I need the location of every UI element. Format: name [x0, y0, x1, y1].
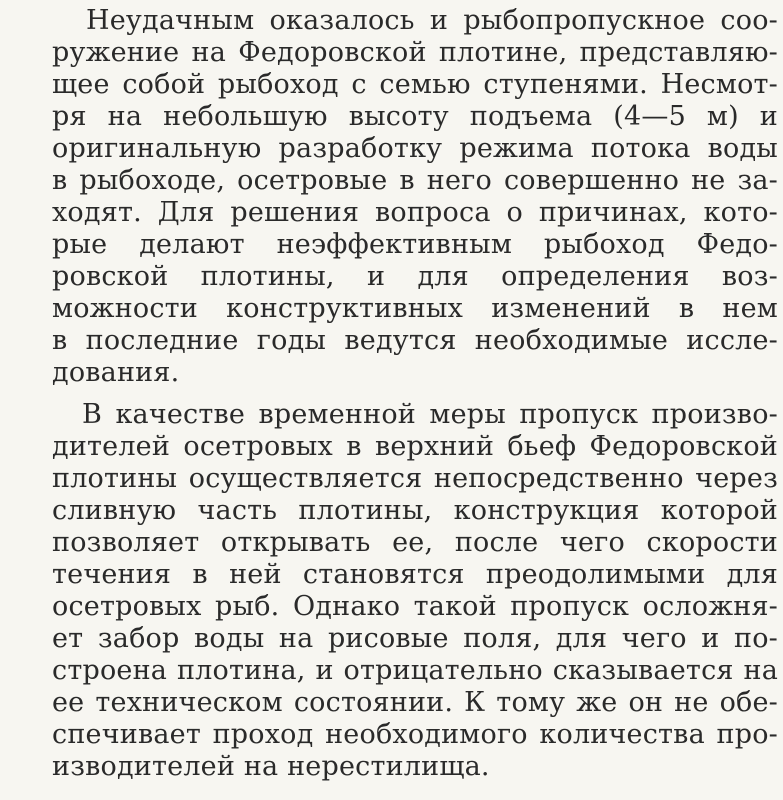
paragraph-1-line-8: рые делают неэффективным рыбоход Федо-	[52, 229, 778, 260]
paragraph-2-line-3: плотины осуществляется непосредственно через	[52, 463, 778, 494]
paragraph-2-line-8: ет забор воды на рисовые поля, для чего и по-	[52, 623, 778, 654]
paragraph-1-line-11: в последние годы ведутся необходимые иссле-	[52, 325, 778, 356]
paragraph-1-line-1: Неудачным оказалось и рыбопропускное соо-	[86, 5, 778, 36]
paragraph-2-line-6: течения в ней становятся преодолимыми для	[52, 559, 778, 590]
paragraph-1-line-4: ря на небольшую высоту подъема (4—5 м) и	[52, 101, 778, 132]
paragraph-2-line-9: строена плотина, и отрицательно сказывается на	[52, 655, 778, 686]
paragraph-1-line-5: оригинальную разработку режима потока воды	[52, 133, 778, 164]
paragraph-1-line-10: можности конструктивных изменений в нем	[52, 293, 778, 324]
paragraph-2-line-12: изводителей на нерестилища.	[52, 751, 490, 782]
paragraph-1-line-3: щее собой рыбоход с семью ступенями. Несмот-	[52, 69, 778, 100]
paragraph-1-line-12: дования.	[52, 357, 180, 388]
paragraph-2-line-11: спечивает проход необходимого количества про-	[52, 719, 778, 750]
paragraph-2-line-4: сливную часть плотины, конструкция которой	[52, 495, 778, 526]
paragraph-1-line-9: ровской плотины, и для определения воз-	[52, 261, 778, 292]
paragraph-2-line-10: ее техническом состоянии. К тому же он не обе-	[52, 687, 778, 718]
paragraph-1-line-2: ружение на Федоровской плотине, представляю-	[52, 37, 778, 68]
paragraph-2-line-7: осетровых рыб. Однако такой пропуск осложня-	[52, 591, 778, 622]
paragraph-2-line-5: позволяет открывать ее, после чего скорости	[52, 527, 778, 558]
paragraph-2-line-1: В качестве временной меры пропуск произво-	[82, 399, 778, 430]
paragraph-2-line-2: дителей осетровых в верхний бьеф Федоровской	[52, 431, 778, 462]
paragraph-1-line-7: ходят. Для решения вопроса о причинах, кото-	[52, 197, 778, 228]
paragraph-1-line-6: в рыбоходе, осетровые в него совершенно не за-	[52, 165, 778, 196]
